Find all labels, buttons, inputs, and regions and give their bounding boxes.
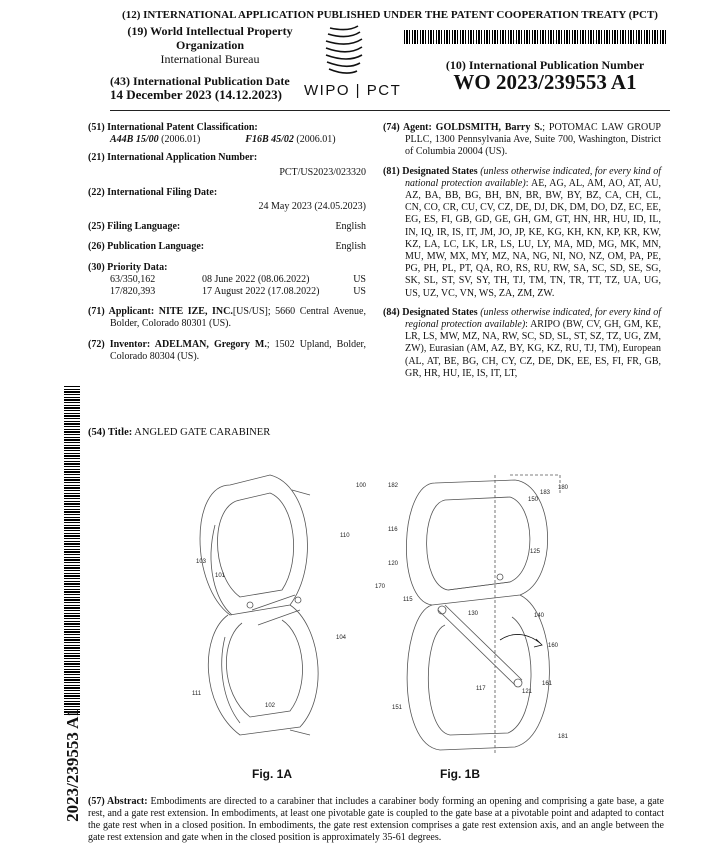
label-102: 102 [265, 703, 276, 709]
label-111: 111 [192, 691, 202, 697]
fig-1b-caption: Fig. 1B [440, 767, 481, 781]
label-104: 104 [336, 635, 347, 641]
office-block [110, 24, 310, 66]
f30-label: (30) Priority Data: [88, 261, 168, 273]
label-110: 110 [340, 533, 350, 539]
office-line1: (19) World Intellectual Property [127, 24, 293, 38]
label-170: 170 [375, 584, 386, 590]
fig-1a-caption: Fig. 1A [252, 767, 293, 781]
header-barcode [404, 30, 666, 44]
label-151: 151 [392, 705, 403, 711]
label-140: 140 [534, 613, 545, 619]
pub-number-label: (10) International Publication Number [445, 58, 645, 72]
f21-label: (21) International Application Number: [88, 152, 258, 164]
label-103: 103 [196, 559, 207, 565]
f26-row: (26) Publication Language: English [88, 241, 366, 253]
label-161: 161 [542, 681, 553, 687]
label-117: 117 [476, 686, 486, 692]
priority-list [88, 274, 366, 298]
label-121: 121 [522, 689, 533, 695]
priority-row: 17/820,393 17 August 2022 (17.08.2022) US [110, 286, 366, 298]
figure-area [170, 465, 590, 765]
side-number: 2023/239553 A1 [63, 708, 82, 822]
office-line2: Organization [176, 38, 244, 52]
left-column [88, 122, 366, 363]
f22-value: 24 May 2023 (24.05.2023) [258, 201, 366, 213]
label-160: 160 [548, 643, 559, 649]
office-line3: International Bureau [160, 52, 260, 66]
label-120: 120 [388, 561, 399, 567]
wipo-logo [300, 22, 410, 102]
carabiner-drawing [170, 465, 590, 765]
label-125: 125 [530, 549, 541, 555]
label-150: 150 [528, 497, 539, 503]
pub-date-label: (43) International Publication Date [110, 74, 290, 88]
f81-designated-states: (81) Designated States (unless otherwise indicated, for every kind of national protection available): AE, AG, AL, AM, AO, AT, AU, AZ, BA, BB, BG, BH, BN, BR, BW, BY, BZ, CA, CH, CL, CN, CO, CR, CU, CV, CZ, DE, DJ, DK, DM, DO, DZ, EC, EE, EG, ES, FI, GB, GD, GE, GH, GM, GT, HN, HR, HU, ID, IL, IN, IQ, IR, IS, IT, JM, JO, JP, KE, KG, KH, KN, KP, KR, KW, KZ, LA, LC, LK, LR, LS, LU, LY, MA, MD, MG, MK, MN, MU, MW, MX, MY, MZ, NA, NG, NI, NO, NZ, OM, PA, PE, PG, PH, PL, PT, QA, RO, RS, RU, RW, SA, SC, SD, SE, SG, SK, SL, ST, SV, SY, TH, TJ, TM, TN, TR, TT, TZ, UA, UG, US, UZ, VC, VN, WS, ZA, ZM, ZW. [383, 165, 662, 299]
label-115: 115 [403, 597, 413, 603]
f22-label: (22) International Filing Date: [88, 186, 218, 198]
wipo-logo-text: WIPO | PCT [304, 82, 402, 99]
f74-agent: (74) Agent: GOLDSMITH, Barry S.; POTOMAC LAW GROUP PLLC, 1300 Pennsylvania Ave, Suite 700, Washington, District of Columbia 20004 (US). [383, 122, 661, 158]
header-divider [110, 110, 670, 111]
title-value: ANGLED GATE CARABINER [134, 427, 271, 438]
f21-value: PCT/US2023/023320 [279, 166, 366, 178]
label-182: 182 [388, 483, 399, 489]
label-181: 181 [558, 734, 569, 740]
right-column [383, 122, 661, 380]
treaty-line: (12) INTERNATIONAL APPLICATION PUBLISHED UNDER THE PATENT COOPERATION TREATY (PCT) [122, 9, 658, 21]
f71-applicant: (71) Applicant: NITE IZE, INC.[US/US]; 5660 Central Avenue, Bolder, Colorado 80301 (US). [88, 306, 366, 330]
label-183: 183 [540, 490, 551, 496]
label-100: 100 [356, 483, 367, 489]
f84-designated-states: (84) Designated States (unless otherwise indicated, for every kind of regional protection available): ARIPO (BW, CV, GH, GM, KE, LR, LS, MW, MZ, NA, RW, SC, SD, SL, ST, SZ, TZ, UG, ZM, ZW), Eurasian (AM, AZ, BY, KG, KZ, RU, TJ, TM), European (AL, AT, BE, BG, CH, CY, CZ, DE, DK, EE, ES, FI, FR, GB, GR, HR, HU, IE, IS, IT, LT, [383, 306, 661, 379]
side-barcode [64, 385, 80, 715]
label-130: 130 [468, 611, 479, 617]
title-block: (54) Title: ANGLED GATE CARABINER [88, 427, 271, 438]
label-101: 101 [215, 573, 226, 579]
f51-label: (51) International Patent Classification: [88, 122, 258, 133]
f25-row: (25) Filing Language: English [88, 221, 366, 233]
priority-row: 63/350,162 08 June 2022 (08.06.2022) US [110, 273, 366, 285]
pub-number-value: WO 2023/239553 A1 [453, 70, 637, 94]
f72-inventor: (72) Inventor: ADELMAN, Gregory M.; 1502 Upland, Bolder, Colorado 80304 (US). [88, 338, 366, 362]
f51-values: A44B 15/00 (2006.01) F16B 45/02 (2006.01) [110, 134, 336, 146]
abstract-block: (57) Abstract: Embodiments are directed to a carabiner that includes a carabiner body forming an opening and comprising a gate base, a gate rest, and a gate rest extension. In embodiments, at least one pivotable gate is coupled to the gate base at a pivotable point and adapted to contact the gate rest when in a closed position. In embodiments, the gate rest extension comprises a gate rest extension axis, and an angle between the gate rest extension and gate when in the closed position is approximately 35-61 degrees. [88, 796, 664, 843]
label-116: 116 [388, 527, 398, 533]
label-180: 180 [558, 485, 569, 491]
pub-date-value: 14 December 2023 (14.12.2023) [110, 87, 282, 102]
